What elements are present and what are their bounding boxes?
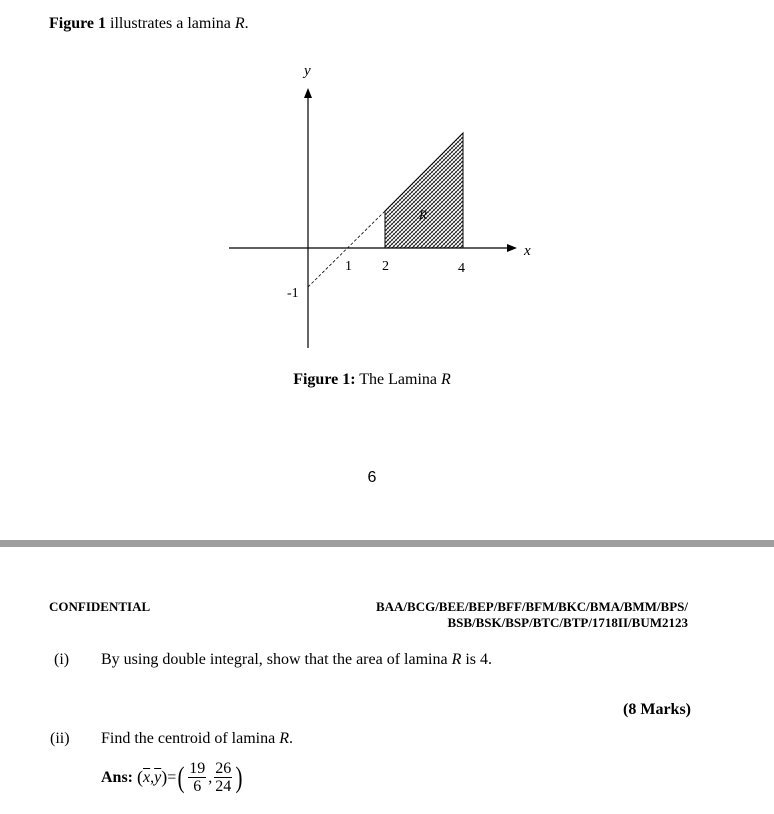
caption-text: The Lamina	[355, 371, 442, 388]
answer-line: Ans: ( $\overline{x}$ , $\overline{y}$ ) = ( $\frac{19}{6}$ , $\frac{26}{24}$ )	[101, 760, 243, 795]
y-axis-arrow	[304, 88, 312, 98]
question-i-var: R	[451, 651, 462, 668]
x-denominator: 6	[193, 778, 202, 795]
course-codes-line2: BSB/BSK/BSP/BTC/BTP/1718II/BUM2123	[447, 615, 688, 630]
question-ii-var: R	[279, 730, 289, 747]
question-number-i: (i)	[54, 651, 70, 668]
tick-label-neg1: -1	[287, 286, 299, 301]
tick-label-1: 1	[345, 259, 352, 274]
caption-var: R	[441, 371, 451, 388]
caption-prefix: Figure 1:	[293, 371, 356, 388]
question-ii-before: Find the centroid of lamina	[101, 730, 280, 747]
open-paren-small: (	[137, 767, 144, 787]
region-label: R	[419, 207, 427, 222]
region-r	[385, 133, 463, 248]
question-ii-after: .	[288, 730, 293, 747]
y-fraction	[214, 760, 232, 795]
question-text-i	[101, 651, 492, 669]
y-denominator: 24	[215, 778, 232, 795]
page-number: 6	[367, 469, 377, 486]
close-paren-large: )	[235, 760, 243, 794]
x-fraction	[188, 760, 206, 795]
xbar-symbol: $\overline{x}$	[143, 768, 151, 786]
course-codes-line1: BAA/BCG/BEE/BEP/BFF/BFM/BKC/BMA/BMM/BPS/	[375, 599, 688, 614]
close-paren-small: )	[161, 767, 168, 787]
open-paren-large: (	[177, 760, 185, 794]
dashed-line	[308, 211, 385, 287]
marks-label: (8 Marks)	[623, 701, 691, 718]
x-axis-label: x	[524, 243, 531, 259]
tick-label-4: 4	[458, 261, 465, 276]
question-number-ii: (ii)	[50, 730, 70, 747]
page-divider	[0, 540, 774, 547]
tick-label-2: 2	[382, 259, 389, 274]
figure-caption	[0, 371, 744, 389]
answer-label: Ans:	[101, 768, 134, 786]
intro-suffix: .	[244, 15, 249, 32]
y-numerator: 26	[215, 760, 232, 777]
course-codes	[376, 599, 688, 631]
intro-text: illustrates a lamina	[106, 15, 235, 32]
y-axis-label: y	[304, 63, 311, 79]
figure-ref: Figure 1	[49, 15, 107, 32]
confidential-label: CONFIDENTIAL	[49, 599, 151, 614]
x-axis-arrow	[507, 244, 517, 252]
question-text-ii	[101, 730, 293, 748]
x-numerator: 19	[189, 760, 206, 777]
ybar-symbol: $\overline{y}$	[154, 768, 162, 786]
question-i-before: By using double integral, show that the area of lamina	[101, 651, 452, 668]
question-i-after: is 4.	[461, 651, 493, 668]
intro-var: R	[234, 15, 245, 32]
